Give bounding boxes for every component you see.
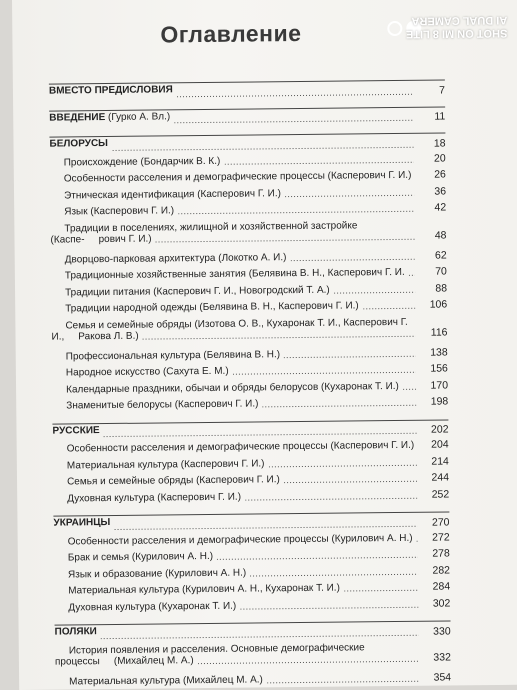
page-number: 214 [431,454,449,468]
toc-entry [53,438,449,455]
dot-leader [178,211,414,214]
toc-entry [52,345,448,362]
toc-section [52,421,449,440]
dot-leader [284,355,416,357]
entry-text: Материальная культура (Курилович А. Н., Кухаронак Т. И.) [68,582,340,597]
page-number: 170 [430,378,449,392]
entry-text: Традиции народной одежды (Белявина В. Н., Касперович Г. И.) [65,300,359,315]
watermark-line-1: SHOT ON MI 8 LITE [405,26,508,40]
section-title: БЕЛОРУСЫ [49,138,109,150]
toc-section [48,82,446,101]
entry-text: Духовная культура (Кухаронак Т. И.) [68,600,237,613]
camera-watermark [387,5,507,46]
toc-section [53,514,450,533]
section-title: РУССКИЕ [52,424,100,437]
dot-leader [363,308,415,310]
page-number: 270 [431,515,450,529]
dot-leader [269,464,417,467]
entry-text: Семья и семейные обряды (Изотова О. В., Кухаронак Т. И., Касперович Г. И., [51,316,408,343]
toc-entry [50,201,447,218]
entry-text: Происхождение (Бондарчик В. К.) [63,155,221,168]
page-number: 62 [434,248,447,262]
dot-leader [267,680,419,683]
page-number: 282 [432,563,451,577]
toc-entry [51,265,447,282]
dot-leader [334,291,415,293]
page-number: 244 [431,471,450,484]
entry-text: Язык и образование (Курилович А. Н.) [67,567,247,580]
dot-leader [198,660,419,663]
dot-leader [177,93,413,96]
toc-entry [54,641,451,668]
entry-text: Особенности расселения и демографические процессы (Касперович Г. И.) [66,439,415,455]
page-number: 302 [432,596,451,610]
entry-text: Язык (Касперович Г. И.) [64,205,175,218]
toc-entry [50,168,446,185]
entry-text: Материальная культура (Касперович Г. И.) [66,457,265,471]
entry-text: Дворцово-парковая архитектура (Локотко А. И.) [64,251,287,265]
dot-leader [285,194,414,196]
section-title: УКРАИНЦЫ [53,516,111,529]
page-number: 156 [430,362,448,375]
page-number: 278 [432,547,450,560]
entry-text: Этническая идентификация (Касперович Г. И.) [63,187,282,201]
page-number: 252 [431,487,450,501]
section-author: (Гурко А. Вл.) [105,110,171,123]
toc-entry [52,395,449,412]
book-page [12,0,517,690]
dot-leader [217,557,418,560]
entry-text: Традиции питания (Касперович Г. И., Новогродский Т. А.) [65,284,330,298]
toc-section [49,135,446,154]
toc-entry [50,219,447,246]
dot-leader [114,525,417,529]
entry-text: Духовная культура (Касперович Г. И.) [67,491,242,504]
entry-text: Материальная культура (Михайлец М. А.) [69,673,263,687]
entry-text: Профессиональная культура (Белявина В. Н.) [65,348,281,362]
watermark-line-2: AI DUAL CAMERA [411,13,508,27]
toc-entry [54,596,451,613]
dot-leader [263,405,417,408]
entry-text: Ракова Л. В.) [78,330,139,342]
toc-entry [51,281,448,298]
toc-entry [51,298,448,315]
entry-text: Особенности расселения и демографические процессы (Касперович Г. И.) [63,169,412,185]
page-number: 11 [434,110,446,123]
toc-entry [54,530,450,547]
toc-section [54,623,451,642]
dot-leader [250,573,418,576]
page-number: 116 [430,325,448,339]
dot-leader [233,372,416,375]
page-number: 70 [435,265,447,278]
entry-text: Календарные праздники, обычаи и обряды белорусов (Кухаронак Т. И.) [66,380,399,395]
dot-leader [104,433,417,437]
page-number: 48 [434,228,447,242]
toc-entry [53,454,449,471]
page-number: 198 [430,395,449,408]
toc-section [49,108,446,127]
entry-text: Семья и семейные обряды (Касперович Г. И.) [66,474,280,488]
page-number: 42 [434,201,447,214]
page-number: 284 [432,580,451,593]
page-number: 138 [430,345,448,359]
section-title: ПОЛЯКИ [54,626,97,638]
page-number: 272 [432,530,450,544]
entry-text: Традиции в поселениях, жилищной и хозяйственной застройке (Каспе- [50,219,358,246]
entry-text: История появления и расселения. Основные демографические процессы [54,641,365,668]
page-number: 332 [433,650,451,664]
toc-entry [55,670,452,687]
toc-entry [53,487,450,504]
toc-entry [51,248,447,265]
toc-entry [54,563,451,580]
dot-leader [240,606,418,609]
dot-leader [291,258,415,260]
dot-leader [417,540,418,541]
dot-leader [224,161,413,164]
page-number: 18 [433,136,446,150]
page-number: 202 [430,423,449,436]
page-number: 26 [434,168,446,181]
toc-entry [54,547,450,564]
entry-text: Особенности расселения и демографические процессы (Курилович А. Н.) [67,532,413,547]
entry-text: Брак и семья (Курилович А. Н.) [67,550,214,564]
entry-text: Знаменитые белорусы (Касперович Г. И.) [66,398,259,412]
dot-leader [143,335,416,339]
dot-leader [156,238,415,242]
table-of-contents [48,82,452,687]
page-number: 354 [433,670,452,684]
page-number: 20 [433,151,446,165]
toc-entry [53,471,450,488]
dot-leader [344,590,418,592]
dot-leader [245,497,417,500]
dot-leader [101,634,419,638]
toc-entry [54,580,451,597]
page-number: 106 [429,298,448,311]
page-number: 88 [435,281,448,295]
page-number: 36 [434,184,447,198]
section-title: ВВЕДЕНИЕ [49,111,106,124]
dot-leader [284,481,417,483]
entry-text: рович Г. И.) [98,233,152,245]
toc-entry [52,362,448,379]
entry-text: (Михайлец М. А.) [113,654,194,667]
page-number: 204 [431,438,449,451]
toc-entry [52,378,449,395]
dot-leader [403,388,416,389]
page-number: 330 [433,624,451,638]
dot-leader [112,146,413,150]
section-title: ВМЕСТО ПРЕДИСЛОВИЯ [48,84,173,97]
page-title: Оглавление [160,19,302,48]
dot-leader [409,275,415,276]
entry-text: Народное искусство (Сахута Е. М.) [65,365,229,379]
page-number: 7 [439,83,446,97]
toc-entry [50,184,447,201]
toc-entry [51,316,448,343]
dot-leader [174,120,413,124]
entry-text: Традиционные хозяйственные занятия (Белявина В. Н., Касперович Г. И. [64,266,405,282]
toc-entry [50,151,446,168]
